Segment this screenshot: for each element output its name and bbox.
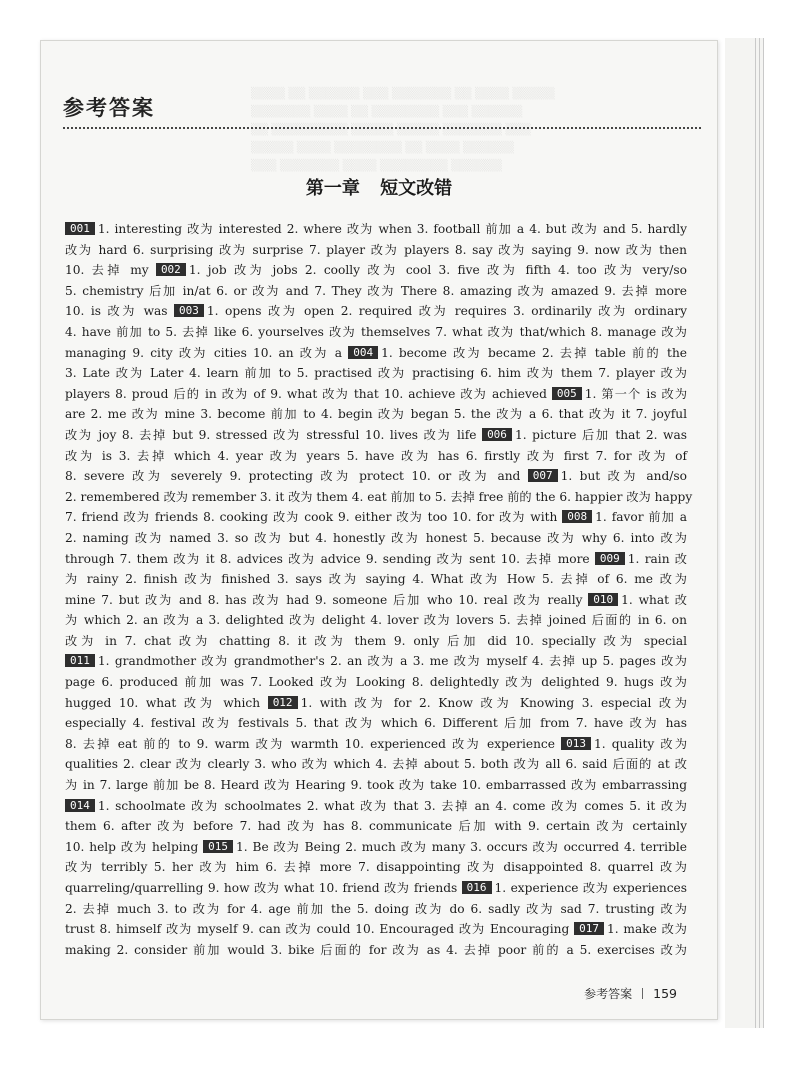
answer-text: hugged 10. what 改为 which [65,695,268,710]
answer-line [65,343,687,364]
answer-text: 改为 joy 8. 去掉 but 9. stressed 改为 stressful 10. lives 改为 life [65,427,483,442]
page-edge [725,38,756,1028]
answer-text: 8. severe 改为 severely 9. protecting 改为 protect 10. or 改为 and [65,469,528,484]
answer-text: 1. opens 改为 open 2. required 改为 requires 3. ordinarily 改为 ordinary [206,304,688,319]
answer-line [65,734,687,755]
answer-line [65,672,687,693]
answer-key-body [65,219,693,960]
passage-number-badge: 012 [268,696,298,709]
answer-text: 7. friend 改为 friends 8. cooking 改为 cook 9. either 改为 too 10. for 改为 with [65,510,563,525]
answer-text: 1. job 改为 jobs 2. coolly 改为 cool 3. five 改为 fifth 4. too 改为 very/so [188,263,687,278]
answer-line [65,322,687,343]
answer-text: 1. interesting 改为 interested 2. where 改为 when 3. football 前加 a 4. but 改为 and 5. hardly [97,222,687,236]
answer-text: 1. experience 改为 experiences [494,881,687,895]
answer-text: making 2. consider 前加 would 3. bike 后面的 for 改为 as 4. 去掉 poor 前的 a 5. exercises 改为 [65,942,687,957]
answer-line [65,384,687,405]
answer-line [65,919,687,940]
footer-separator [642,988,643,999]
answer-text: 3. Late 改为 Later 4. learn 前加 to 5. practised 改为 practising 6. him 改为 them 7. player 改为 [65,366,687,381]
footer-section-label: 参考答案 [584,987,633,1001]
answer-line [65,796,687,817]
passage-number-badge: 015 [203,840,233,853]
bleed-through-texture: ▒▒▒▒ ▒▒ ▒▒▒▒▒▒ ▒▒▒ ▒▒▒▒▒▒▒ ▒▒ ▒▒▒▒ ▒▒▒▒▒ ▒▒▒▒▒▒▒ ▒▒▒▒ ▒▒ ▒▒▒▒▒▒▒▒ ▒▒▒ ▒▒▒▒▒▒ ▒▒ ▒▒▒▒▒▒▒▒▒ ▒▒▒▒▒ ▒▒▒▒▒ ▒▒▒▒▒▒▒ ▒▒▒ ▒▒▒▒▒ ▒▒▒▒ ▒▒▒▒▒▒▒▒ ▒▒ ▒▒▒▒ ▒▒▒▒▒▒ ▒▒▒ ▒▒▒▒▒▒▒ ▒▒▒▒ ▒▒▒▒▒▒▒▒ ▒▒▒▒▒▒ [251,87,555,172]
answer-text: through 7. them 改为 it 8. advices 改为 advice 9. sending 改为 sent 10. 去掉 more [65,551,595,566]
answer-text: quarreling/quarrelling 9. how 改为 what 10. friend 改为 friends [65,881,462,895]
answer-text: 为 in 7. large 前加 be 8. Heard 改为 Hearing 9. took 改为 take 10. embarrassed 改为 embarrassing [65,778,687,793]
passage-number-badge: 009 [595,552,625,565]
answer-text: 改为 terribly 5. her 改为 him 6. 去掉 more 7. disappointing 改为 disappointed 8. quarrel 改为 [65,860,687,875]
answer-text: 10. is 改为 was [65,304,175,319]
answer-line [65,754,687,775]
chapter-title: 第一章 短文改错 [305,178,453,199]
answer-line [65,466,687,487]
answer-text: are 2. me 改为 mine 3. become 前加 to 4. begin 改为 began 5. the 改为 a 6. that 改为 it 7. joyful [65,407,687,422]
answer-text: 1. picture 后加 that 2. was [514,427,687,442]
answer-text: 1. what 改 [621,592,687,607]
answer-line [65,301,687,322]
answer-text: 改为 in 7. chat 改为 chatting 8. it 改为 them 9. only 后加 did 10. specially 改为 special [65,633,687,648]
answer-line [65,940,687,961]
answer-text: page 6. produced 前加 was 7. Looked 改为 Looking 8. delightedly 改为 delighted 9. hugs 改为 [65,675,687,690]
answer-text: them 6. after 改为 before 7. had 改为 has 8. communicate 后加 with 9. certain 改为 certainly [65,819,687,834]
answer-text: 2. remembered 改为 remember 3. it 改为 them 4. eat 前加 to 5. 去掉 free 前的 the 6. happier 改为 happy [65,489,693,504]
answer-line [65,549,687,570]
answer-line [65,507,687,528]
answer-line [65,610,687,631]
answer-line [65,651,687,672]
answer-line [65,260,687,281]
answer-text: mine 7. but 改为 and 8. has 改为 had 9. someone 后加 who 10. real 改为 really [65,592,589,607]
page-footer [584,985,677,1002]
answer-line [65,219,687,240]
answer-line [65,404,687,425]
answer-text: 1. quality 改为 [593,736,688,751]
answer-text: 2. naming 改为 named 3. so 改为 but 4. honestly 改为 honest 5. because 改为 why 6. into 改为 [65,530,687,545]
passage-number-badge: 001 [65,222,95,235]
answer-line [65,487,693,508]
answer-text: 8. 去掉 eat 前的 to 9. warm 改为 warmth 10. experienced 改为 experience [65,736,562,751]
answer-text: 2. 去掉 much 3. to 改为 for 4. age 前加 the 5. doing 改为 do 6. sadly 改为 sad 7. trusting 改为 [65,901,687,916]
answer-text: especially 4. festival 改为 festivals 5. that 改为 which 6. Different 后加 from 7. have 改为 has [65,716,687,731]
answer-text: 10. help 改为 helping [65,839,204,854]
passage-number-badge: 010 [588,593,618,606]
answer-text: 1. grandmother 改为 grandmother's 2. an 改为 a 3. me 改为 myself 4. 去掉 up 5. pages 改为 [97,654,687,669]
answer-text: 1. favor 前加 a [595,510,688,525]
answer-text: 5. chemistry 后加 in/at 6. or 改为 and 7. They 改为 There 8. amazing 改为 amazed 9. 去掉 more [65,283,687,298]
answer-line [65,363,687,384]
answer-text: 改为 hard 6. surprising 改为 surprise 7. player 改为 players 8. say 改为 saying 9. now 改为 then [65,242,687,257]
passage-number-badge: 007 [528,469,558,482]
answer-line [65,240,687,261]
answer-text: 1. Be 改为 Being 2. much 改为 many 3. occurs 改为 occurred 4. terrible [236,839,687,854]
passage-number-badge: 005 [552,387,582,400]
answer-line [65,899,687,920]
answer-text: 1. 第一个 is 改为 [584,386,688,401]
answer-text: 4. have 前加 to 5. 去掉 like 6. yourselves 改为 themselves 7. what 改为 that/which 8. manage 改为 [65,324,687,339]
answer-line [65,775,687,796]
answer-text: managing 9. city 改为 cities 10. an 改为 a [65,345,349,360]
answer-text: 1. make 改为 [606,922,687,937]
answer-line [65,528,687,549]
answer-line [65,631,687,652]
answer-line [65,425,687,446]
passage-number-badge: 011 [65,654,95,667]
passage-number-badge: 002 [156,263,186,276]
answer-text: 10. 去掉 my [65,263,156,278]
answer-text: 1. schoolmate 改为 schoolmates 2. what 改为 that 3. 去掉 an 4. come 改为 comes 5. it 改为 [97,798,687,813]
passage-number-badge: 003 [174,304,204,317]
answer-text: trust 8. himself 改为 myself 9. can 改为 could 10. Encouraged 改为 Encouraging [65,922,575,937]
answer-line [65,816,687,837]
answer-text: 为 rainy 2. finish 改为 finished 3. says 改为 saying 4. What 改为 How 5. 去掉 of 6. me 改为 [65,572,687,587]
answer-line [65,569,687,590]
passage-number-badge: 013 [561,737,591,750]
answer-text: 1. but 改为 and/so [560,469,687,484]
answer-text: 改为 is 3. 去掉 which 4. year 改为 years 5. have 改为 has 6. firstly 改为 first 7. for 改为 of [65,448,687,463]
answer-text: 1. rain 改 [627,551,687,566]
answer-line [65,693,687,714]
passage-number-badge: 014 [65,799,95,812]
answer-text: qualities 2. clear 改为 clearly 3. who 改为 which 4. 去掉 about 5. both 改为 all 6. said 后面的 at 改 [65,757,687,772]
passage-number-badge: 008 [562,510,592,523]
passage-number-badge: 004 [348,346,378,359]
answer-line [65,590,687,611]
answer-line [65,857,687,878]
section-header-title: 参考答案 [63,96,155,120]
book-page [40,40,718,1020]
answer-text: 为 which 2. an 改为 a 3. delighted 改为 delight 4. lover 改为 lovers 5. 去掉 joined 后面的 in 6. on [65,613,687,628]
answer-text: 1. with 改为 for 2. Know 改为 Knowing 3. especial 改为 [300,695,687,710]
passage-number-badge: 017 [574,922,604,935]
answer-text: 1. become 改为 became 2. 去掉 table 前的 the [381,345,688,360]
answer-line [65,713,687,734]
answer-line [65,878,687,899]
passage-number-badge: 006 [482,428,512,441]
answer-line [65,446,687,467]
answer-line [65,281,687,302]
dotted-divider [63,127,701,129]
answer-text: players 8. proud 后的 in 改为 of 9. what 改为 that 10. achieve 改为 achieved [65,386,552,401]
passage-number-badge: 016 [462,881,492,894]
answer-line [65,837,687,858]
page-number: 159 [653,986,677,1001]
